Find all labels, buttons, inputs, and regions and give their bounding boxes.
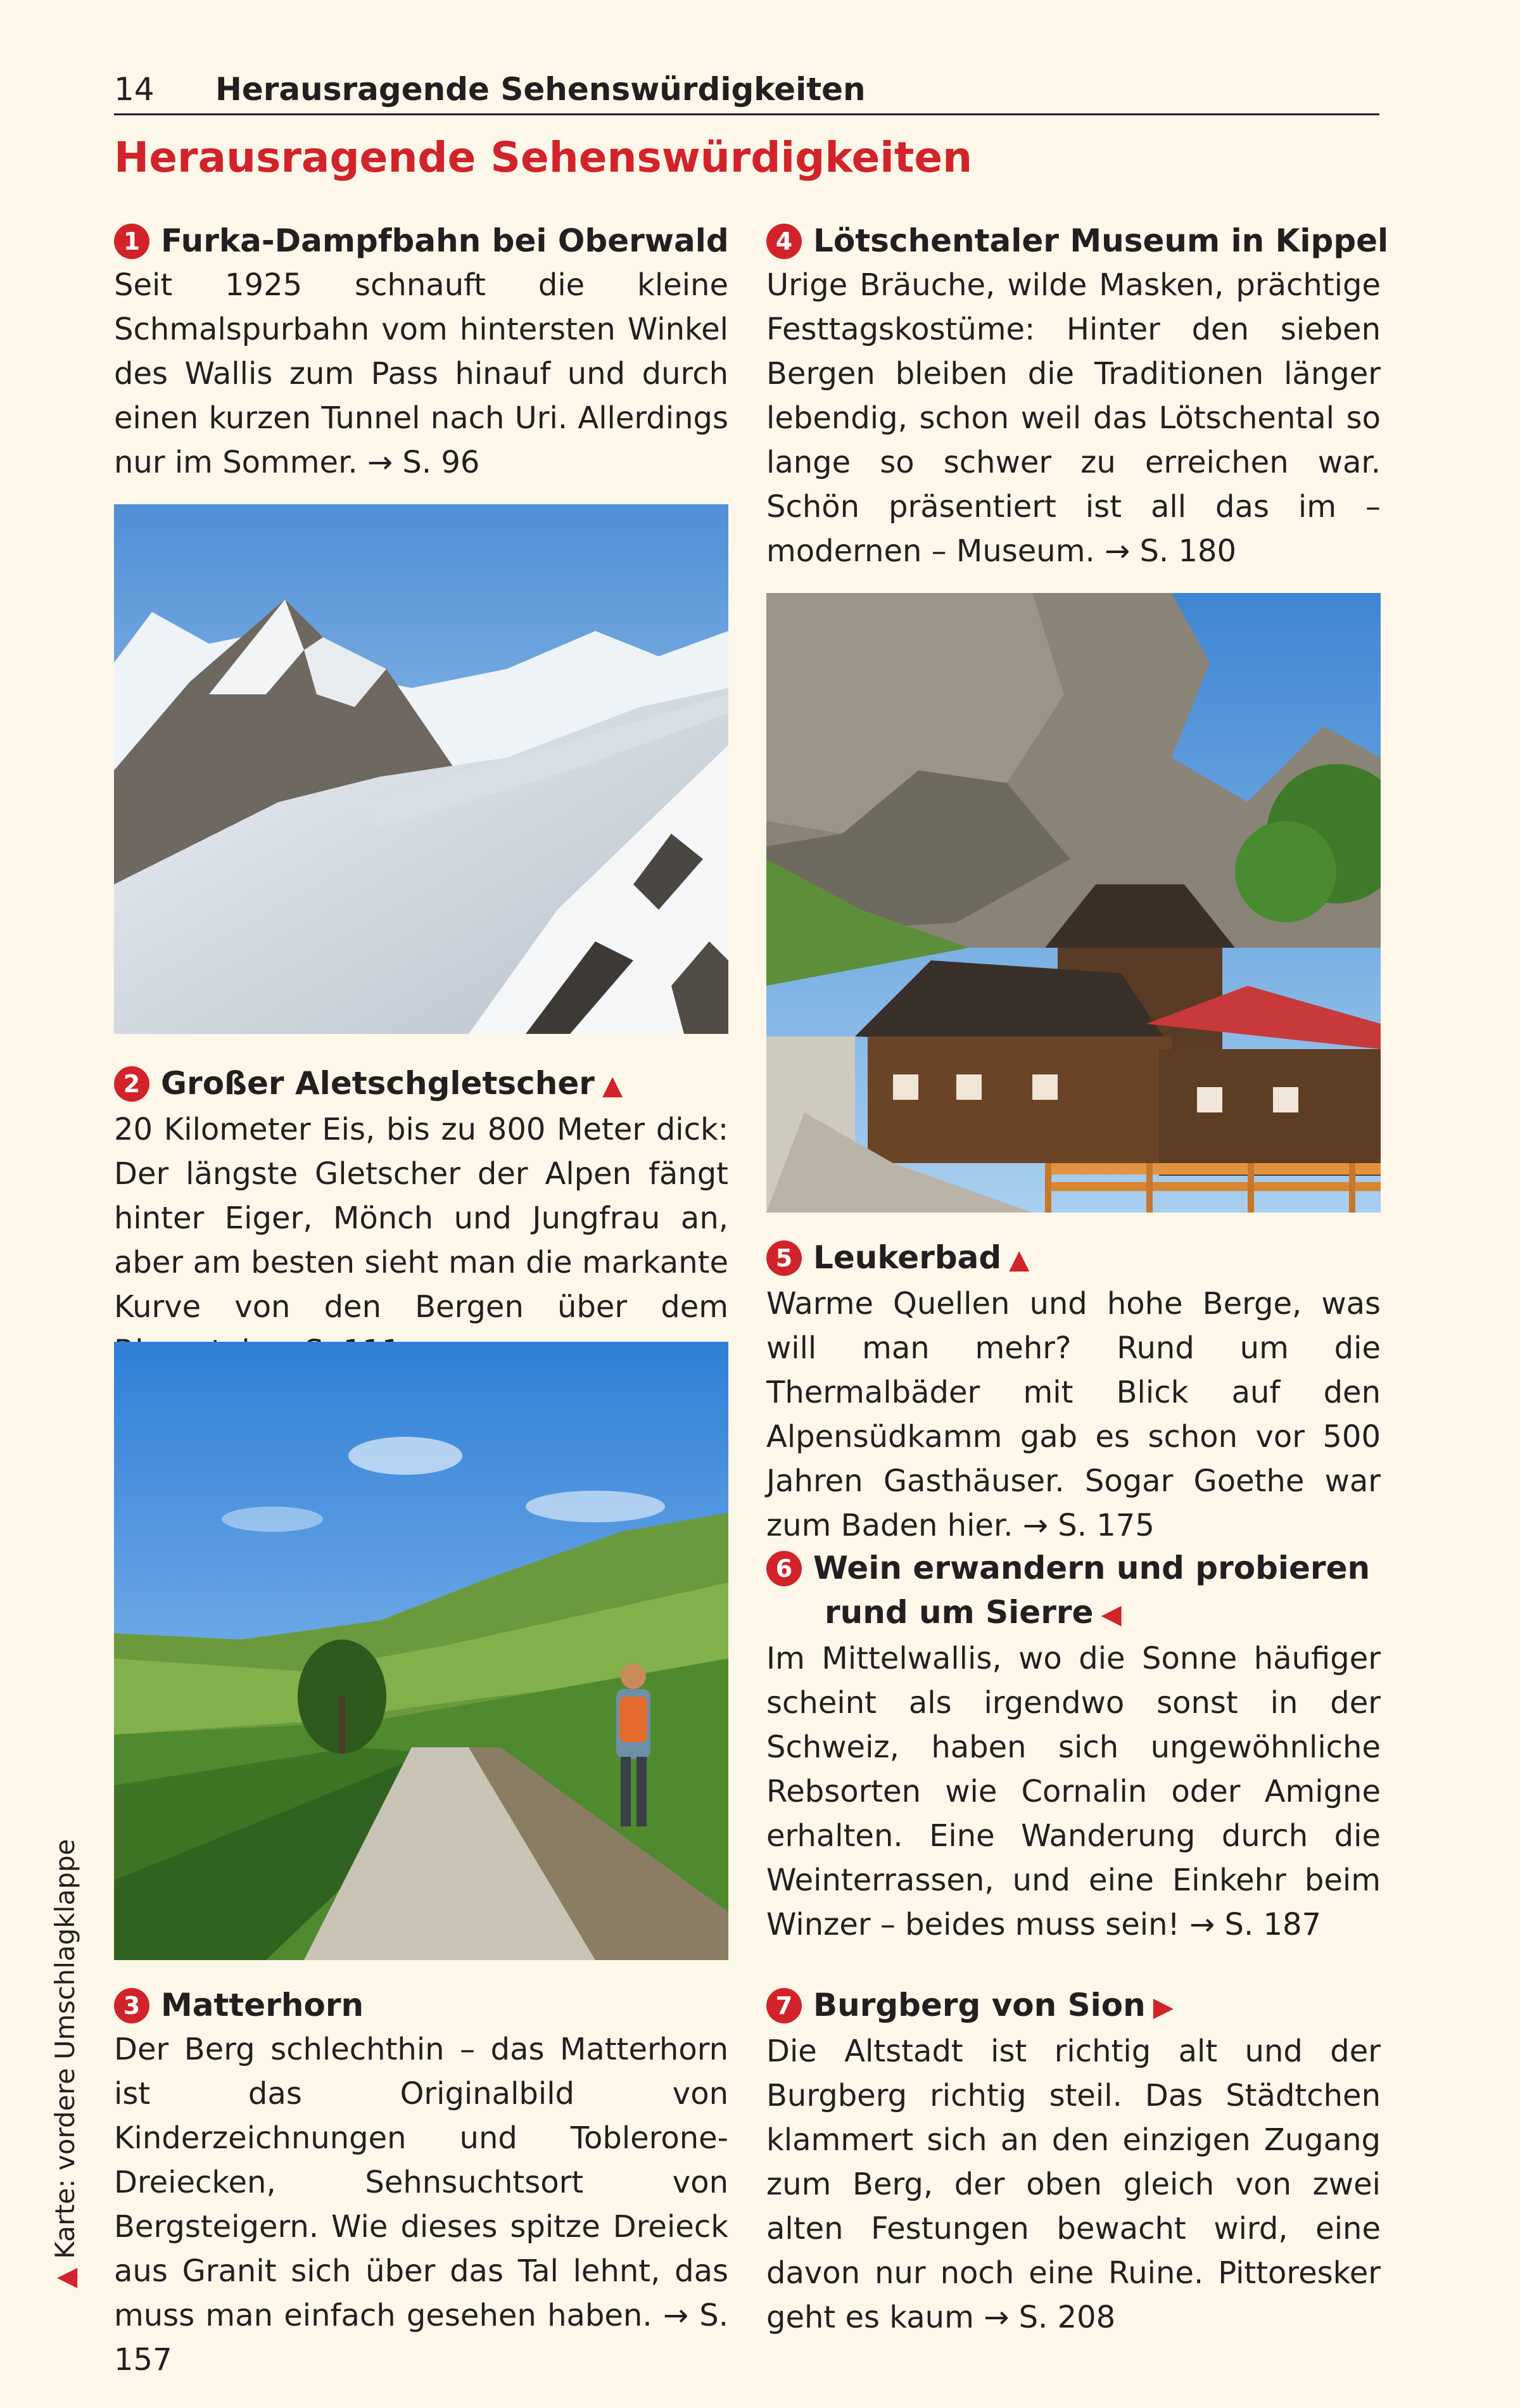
- entry-7: [766, 1983, 1381, 2340]
- entry-4-number: 4: [766, 224, 802, 259]
- loetschental-village-photo: [766, 593, 1381, 1213]
- entry-6-map-marker: ◀: [1101, 1598, 1122, 1629]
- entry-2-map-marker: ▲: [602, 1069, 623, 1100]
- map-marker-icon: ▲: [49, 2267, 80, 2288]
- vineyard-hiker-photo: [114, 1342, 728, 1960]
- entry-7-title: Burgberg von Sion: [813, 1987, 1146, 2023]
- map-reference-side-label: [49, 1839, 80, 2288]
- entry-4-heading: [766, 219, 1389, 263]
- page-number: 14: [114, 71, 155, 108]
- entry-5-heading: [766, 1235, 1381, 1282]
- running-title: Herausragende Sehenswürdigkeiten: [215, 71, 866, 108]
- header-rule: [114, 113, 1379, 115]
- entry-7-text: Die Altstadt ist richtig alt und der Burgberg richtig steil. Das Städtchen klammert sich an den einzigen Zugang zum Berg, der oben gleich von zwei alten Festungen bewacht wird, eine davon nur noch eine Ruine. Pittoresker geht es kaum → S. 208: [766, 2034, 1381, 2335]
- entry-1-title: Furka-Dampfbahn bei Oberwald: [161, 222, 729, 259]
- entry-2-number: 2: [114, 1066, 149, 1102]
- entry-3-title: Matterhorn: [161, 1987, 364, 2023]
- entry-6-title: Wein erwandern und probieren: [813, 1550, 1371, 1586]
- entry-7-map-marker: ▶: [1153, 1991, 1174, 2022]
- entry-5-title: Leukerbad: [813, 1239, 1002, 1276]
- entry-6: [766, 1546, 1381, 1947]
- entry-5-map-marker: ▲: [1009, 1244, 1030, 1275]
- entry-7-number: 7: [766, 1988, 802, 2023]
- entry-4: [766, 219, 1389, 573]
- entry-3-number: 3: [114, 1988, 149, 2023]
- entry-6-heading: [766, 1546, 1381, 1636]
- entry-4-title: Lötschentaler Museum in Kippel: [813, 222, 1389, 259]
- entry-5-text: Warme Quellen und hohe Berge, was will man mehr? Rund um die Thermalbäder mit Blick auf den Alpensüdkamm gab es schon vor 500 Jahren Gasthäuser. Sogar Goethe war zum Baden hier. → S. 175: [766, 1286, 1381, 1543]
- entry-1-text: Seit 1925 schnauft die kleine Schmalspurbahn vom hintersten Winkel des Wallis zum Pass hinauf und durch einen kurzen Tunnel nach Uri. Allerdings nur im Sommer. → S. 96: [114, 267, 728, 480]
- entry-5: [766, 1235, 1381, 1548]
- entry-1-heading: [114, 219, 728, 263]
- entry-2-heading: [114, 1061, 728, 1107]
- entry-7-heading: [766, 1983, 1381, 2029]
- entry-2-text: 20 Kilometer Eis, bis zu 800 Meter dick: Der längste Gletscher der Alpen fängt hinter Eiger, Mönch und Jungfrau an, aber am besten sieht man die markante Kurve von den Bergen über dem: [114, 1112, 728, 1325]
- entry-2-title: Großer Aletschgletscher: [161, 1065, 595, 1102]
- page-title: Herausragende Sehenswürdigkeiten: [114, 133, 973, 182]
- aletsch-glacier-photo: [114, 504, 728, 1034]
- entry-3-heading: [114, 1983, 728, 2027]
- map-reference-text: Karte: vordere Umschlagklappe: [49, 1838, 80, 2259]
- entry-1: [114, 219, 728, 485]
- entry-1-number: 1: [114, 224, 149, 259]
- entry-2: [114, 1061, 728, 1373]
- entry-6-text: Im Mittelwallis, wo die Sonne häufiger scheint als irgendwo sonst in der Schweiz, haben sich ungewöhnliche Rebsorten wie Cornalin oder Amigne erhalten. Eine Wanderung durch die Weinterrassen, und eine Einkehr beim Winzer – beides muss sein! → S. 187: [766, 1641, 1381, 1942]
- entry-3: [114, 1983, 728, 2382]
- entry-6-number: 6: [766, 1551, 802, 1586]
- entry-3-text: Der Berg schlechthin – das Matterhorn ist das Originalbild von Kinderzeichnungen und Toblerone-Dreiecken, Sehnsuchtsort von Bergsteigern. Wie dieses spitze Dreieck aus Granit sich über das Tal lehnt, das muss man einfach gesehen haben. → S. 157: [114, 2032, 728, 2378]
- entry-6-title-line2: rund um Sierre: [825, 1594, 1094, 1631]
- entry-4-text: Urige Bräuche, wilde Masken, prächtige Festtagskostüme: Hinter den sieben Bergen bleiben die Traditionen länger lebendig, schon weil das Lötschental so lange so schwer zu erreichen war. Schön präsentiert ist all das im – modernen – Museum. → S. 180: [766, 267, 1381, 569]
- entry-5-number: 5: [766, 1240, 802, 1276]
